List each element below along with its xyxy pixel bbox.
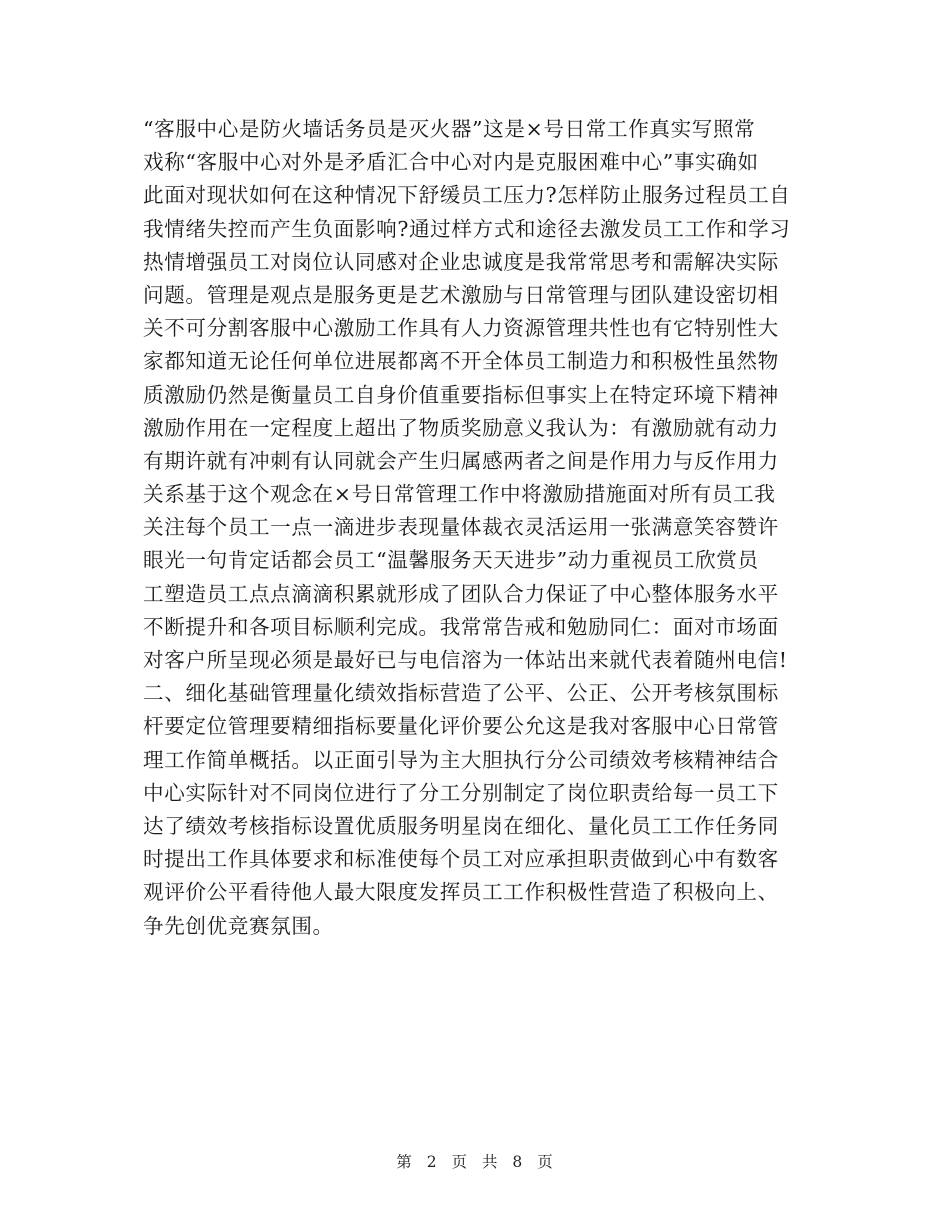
text-line: 观评价公平看待他人最大限度发挥员工工作积极性营造了积极向上、 [143,880,779,905]
footer-page-unit: 页 [451,1153,469,1171]
body-text [143,113,823,943]
text-line: 关系基于这个观念在×号日常管理工作中将激励措施面对所有员工我 [143,482,776,507]
text-line: “客服中心是防火墙话务员是灭火器”这是×号日常工作真实写照常 [143,117,756,141]
text-line: 杆要定位管理要精细指标要量化评价要公允这是我对客服中心日常管 [143,714,779,739]
text-line: 问题。管理是观点是服务更是艺术激励与日常管理与团队建设密切相 [143,282,779,307]
text-line: 关注每个员工一点一滴进步表现量体裁衣灵活运用一张满意笑容赞许 [143,515,779,540]
text-line: 热情增强员工对岗位认同感对企业忠诚度是我常常思考和需解决实际 [143,249,779,274]
text-line: 二、细化基础管理量化绩效指标营造了公平、公正、公开考核氛围标 [143,681,779,706]
text-line: 关不可分割客服中心激励工作具有人力资源管理共性也有它特别性大 [143,316,779,341]
text-line: 对客户所呈现必须是最好已与电信溶为一体站出来就代表着随州电信! [143,648,788,672]
text-line: 不断提升和各项目标顺利完成。我常常告戒和勉励同仁：面对市场面 [143,614,779,639]
text-line: 中心实际针对不同岗位进行了分工分别制定了岗位职责给每一员工下 [143,780,779,805]
text-line: 争先创优竞赛氛围。 [143,913,334,938]
total-page-number: 8 [512,1153,524,1171]
text-line: 有期许就有冲刺有认同就会产生归属感两者之间是作用力与反作用力 [143,448,779,473]
footer-prefix: 第 [396,1153,413,1171]
footer-total-unit: 页 [537,1153,554,1171]
text-line: 理工作简单概括。以正面引导为主大胆执行分公司绩效考核精神结合 [143,747,779,772]
text-line: 达了绩效考核指标设置优质服务明星岗在细化、量化员工工作任务同 [143,813,779,838]
text-line: 质激励仍然是衡量员工自身价值重要指标但事实上在特定环境下精神 [143,382,779,407]
current-page-number: 2 [426,1153,438,1171]
text-line: 戏称“客服中心对外是矛盾汇合中心对内是克服困难中心”事实确如 [143,150,759,175]
text-line: 此面对现状如何在这种情况下舒缓员工压力?怎样防止服务过程员工自 [143,183,791,208]
text-line: 时提出工作具体要求和标准使每个员工对应承担职责做到心中有数客 [143,847,779,872]
text-line: 眼光一句肯定话都会员工“温馨服务天天进步”动力重视员工欣赏员 [143,548,759,573]
footer-total-prefix: 共 [481,1153,499,1171]
page-number-footer [0,1150,950,1172]
text-line: 家都知道无论任何单位进展都离不开全体员工制造力和积极性虽然物 [143,349,779,374]
text-line: 我情绪失控而产生负面影响?通过样方式和途径去激发员工工作和学习 [143,216,791,241]
text-line: 激励作用在一定程度上超出了物质奖励意义我认为：有激励就有动力 [143,415,779,440]
text-line: 工塑造员工点点滴滴积累就形成了团队合力保证了中心整体服务水平 [143,581,779,606]
